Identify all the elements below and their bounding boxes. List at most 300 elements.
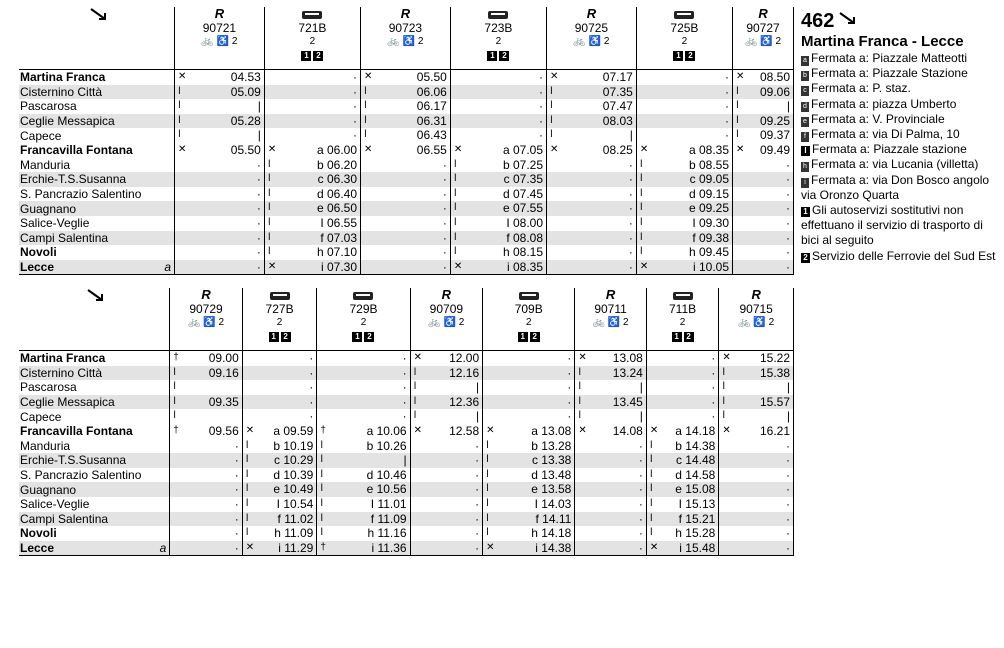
time-cell (719, 453, 794, 468)
service-symbol: ⅼ (245, 497, 249, 509)
time-cell (175, 99, 265, 114)
service-symbol: ⅼ (320, 468, 324, 480)
time-value: · (628, 230, 633, 245)
table-row (19, 85, 794, 100)
bus-icon (674, 11, 694, 19)
service-symbol: ⅼ (639, 187, 643, 199)
service-symbol: ✕ (649, 541, 659, 553)
service-symbol: ⅼ (649, 497, 653, 509)
note-text: Fermata a: piazza Umberto (811, 96, 957, 111)
note-mark: 1 (801, 207, 810, 217)
station-name: Campi Salentina (19, 231, 175, 246)
service-symbol: ✕ (178, 143, 187, 155)
footnote-mark: 2 (281, 332, 291, 342)
time-value: I 14.03 (534, 496, 572, 511)
time-value: · (786, 496, 790, 511)
time-value: · (475, 540, 480, 555)
time-cell (719, 424, 794, 439)
time-value: · (309, 409, 314, 424)
time-value: · (256, 201, 261, 216)
time-cell (547, 187, 637, 202)
service-symbol: ⅼ (639, 216, 643, 228)
note-item (801, 51, 1001, 66)
time-value: · (442, 186, 447, 201)
time-value: h 11.09 (274, 526, 314, 541)
time-cell (410, 366, 483, 381)
time-cell (242, 541, 317, 556)
time-value: I 15.13 (678, 496, 716, 511)
time-cell (575, 482, 646, 497)
table-row (19, 366, 794, 381)
time-value: · (309, 394, 314, 409)
time-value: I 08.00 (506, 215, 544, 230)
time-value: · (475, 467, 480, 482)
time-value: e 07.55 (502, 201, 544, 216)
time-cell (242, 439, 317, 454)
time-cell (361, 260, 451, 275)
service-symbol: ✕ (245, 424, 255, 436)
service-symbol: ⅼ (364, 85, 367, 97)
time-value: · (234, 496, 239, 511)
note-item (801, 81, 1001, 96)
service-footnotes (243, 330, 317, 344)
time-cell (636, 245, 732, 260)
service-features: 2 (276, 317, 283, 328)
time-value: · (256, 186, 261, 201)
time-cell (547, 216, 637, 231)
service-symbol: ⅼ (453, 216, 457, 228)
table-row (19, 260, 794, 275)
train-icon: R (605, 287, 616, 302)
time-cell (410, 380, 483, 395)
footnote-mark: 2 (313, 51, 323, 61)
time-cell (636, 143, 732, 158)
station-name: Guagnano (19, 201, 175, 216)
service-symbol: ⅼ (173, 366, 177, 378)
time-value: · (711, 365, 716, 380)
column-header (242, 288, 317, 351)
service-symbol: ✕ (722, 352, 731, 363)
time-cell (264, 114, 360, 129)
time-value: · (256, 245, 261, 260)
time-value: 12.58 (449, 423, 480, 438)
service-symbol: ⅼ (639, 231, 643, 243)
time-value: | (257, 99, 261, 114)
time-value: · (567, 380, 572, 395)
time-value: 13.45 (612, 394, 643, 409)
table-row (19, 380, 794, 395)
time-cell (450, 231, 546, 246)
service-symbol: ⅼ (550, 85, 553, 97)
time-value: h 09.45 (688, 245, 730, 260)
service-features: 2 (309, 36, 316, 47)
service-symbol: ✕ (486, 541, 495, 553)
time-cell (242, 395, 317, 410)
station-name: Francavilla Fontana (19, 143, 175, 158)
time-value: 06.06 (416, 84, 447, 99)
time-value: 09.25 (759, 113, 790, 128)
time-value: · (402, 365, 407, 380)
time-value: · (442, 259, 447, 274)
station-name: Lecce a (19, 541, 170, 556)
time-value: | (639, 409, 643, 424)
time-cell (450, 70, 546, 85)
time-cell (719, 497, 794, 512)
service-footnotes (483, 330, 574, 344)
time-value: b 08.55 (688, 157, 730, 172)
service-symbol: ⅼ (267, 246, 271, 258)
time-value: 15.22 (759, 351, 790, 365)
service-symbol: ✕ (550, 143, 559, 155)
time-value: · (711, 351, 716, 365)
time-cell (175, 231, 265, 246)
time-cell (170, 424, 243, 439)
time-cell (361, 128, 451, 143)
time-value: · (638, 438, 643, 453)
time-cell (646, 468, 719, 483)
time-value: 07.47 (602, 99, 633, 114)
time-cell (361, 172, 451, 187)
service-symbol: ✕ (578, 424, 587, 436)
service-symbol: ⅼ (578, 366, 582, 378)
service-symbol: ⅼ (453, 187, 457, 199)
time-cell (547, 114, 637, 129)
time-cell (242, 409, 317, 424)
column-header (719, 288, 794, 351)
service-symbol: ⅼ (578, 410, 582, 422)
service-features: 2 (681, 36, 688, 47)
time-cell (719, 439, 794, 454)
time-cell (636, 85, 732, 100)
time-value: 07.35 (602, 84, 633, 99)
service-symbol: ⅼ (364, 100, 367, 112)
time-cell (646, 351, 719, 366)
service-number: 727B (265, 302, 294, 316)
service-number: 711B (669, 302, 697, 316)
service-symbol: ⅼ (245, 527, 249, 539)
line-number: 462 (801, 10, 835, 32)
time-value: c 07.35 (503, 172, 544, 187)
time-value: · (475, 453, 480, 468)
time-value: · (442, 157, 447, 172)
time-value: · (725, 128, 730, 143)
time-cell (170, 453, 243, 468)
time-cell (646, 482, 719, 497)
time-value: · (786, 201, 790, 216)
time-cell (733, 216, 794, 231)
service-footnotes (647, 330, 719, 344)
time-cell (170, 482, 243, 497)
train-icon: R (201, 287, 211, 302)
time-cell (361, 114, 451, 129)
station-name: Cisternino Città (19, 366, 170, 381)
bus-icon (302, 11, 322, 19)
table-row (19, 453, 794, 468)
time-cell (636, 99, 732, 114)
service-symbol: ✕ (364, 143, 373, 155)
time-value: h 11.16 (367, 526, 407, 541)
time-cell (170, 409, 243, 424)
time-cell (636, 158, 732, 173)
time-value: f 08.08 (506, 230, 544, 245)
table-row (19, 395, 794, 410)
time-value: · (539, 84, 544, 99)
time-value: I 06.55 (320, 215, 358, 230)
service-symbol: ✕ (453, 260, 463, 272)
route-title: Martina Franca - Lecce (801, 33, 964, 50)
time-cell (646, 541, 719, 556)
time-cell (547, 99, 637, 114)
time-cell (733, 70, 794, 85)
time-value: · (786, 245, 790, 260)
table-row (19, 143, 794, 158)
time-value: · (442, 201, 447, 216)
table-row (19, 187, 794, 202)
time-value: h 14.18 (531, 526, 572, 541)
time-value: e 10.56 (366, 482, 407, 497)
time-cell (733, 245, 794, 260)
station-name: Francavilla Fontana (19, 424, 170, 439)
service-symbol: ⅼ (364, 129, 367, 141)
time-cell (242, 351, 317, 366)
service-symbol: ⅼ (453, 158, 457, 170)
service-symbol: ⅼ (722, 366, 726, 378)
time-value: a 09.59 (273, 423, 314, 438)
service-symbol: ⅼ (320, 439, 324, 451)
service-symbol: ⅼ (649, 527, 653, 539)
bus-icon-wrap (317, 288, 409, 302)
service-symbol: ⅼ (178, 100, 181, 112)
table-row (19, 482, 794, 497)
note-text: Fermata a: Piazzale stazione (812, 142, 967, 157)
time-cell (264, 70, 360, 85)
service-features: 2 (679, 317, 686, 328)
bus-icon (673, 292, 693, 300)
time-cell (636, 128, 732, 143)
service-number: 90727 (746, 21, 780, 35)
time-value: 12.00 (449, 351, 480, 365)
service-symbol: ⅼ (320, 454, 324, 466)
note-mark: i (801, 178, 809, 188)
time-value: 08.50 (759, 70, 790, 84)
service-symbol: ⅼ (178, 129, 181, 141)
time-cell (317, 366, 410, 381)
column-header (733, 7, 794, 70)
time-cell (242, 366, 317, 381)
service-symbol: ⅼ (486, 439, 489, 451)
time-cell (733, 187, 794, 202)
time-cell (646, 366, 719, 381)
footnote-mark: 1 (673, 51, 683, 61)
header-row (19, 7, 794, 70)
service-symbol: ✕ (364, 71, 373, 82)
footnote-mark: 2 (364, 332, 374, 342)
time-value: · (786, 157, 790, 172)
time-value: 15.57 (759, 394, 790, 409)
service-number: 90723 (388, 21, 423, 35)
time-cell (547, 245, 637, 260)
train-icon: R (586, 6, 597, 21)
time-value: · (711, 394, 716, 409)
train-icon: R (758, 6, 768, 21)
time-value: 14.08 (612, 423, 643, 438)
service-symbol: ⅼ (320, 512, 324, 524)
footnote-mark: 1 (518, 332, 528, 342)
note-mark: b (801, 71, 809, 81)
time-cell (242, 512, 317, 527)
time-value: d 07.45 (502, 186, 544, 201)
station-name: Novoli (19, 526, 170, 541)
service-symbol: ⅼ (320, 527, 324, 539)
time-value: e 15.08 (675, 482, 716, 497)
time-value: a 08.35 (688, 142, 730, 157)
time-value: | (257, 128, 261, 143)
time-cell (264, 201, 360, 216)
time-cell (450, 158, 546, 173)
time-cell (317, 453, 410, 468)
time-cell (483, 366, 575, 381)
column-header (646, 288, 719, 351)
time-value: | (786, 409, 790, 424)
time-cell (175, 158, 265, 173)
time-cell (317, 541, 410, 556)
station-name: Cisternino Città (19, 85, 175, 100)
time-value: i 11.36 (371, 540, 407, 555)
time-value: · (786, 172, 790, 187)
service-symbol: ⅼ (736, 85, 739, 97)
time-cell (733, 201, 794, 216)
service-number: 90725 (574, 21, 609, 35)
column-header (175, 7, 265, 70)
time-value: I 09.30 (692, 215, 730, 230)
time-value: · (442, 172, 447, 187)
time-cell (242, 526, 317, 541)
time-cell (175, 70, 265, 85)
column-header (361, 7, 451, 70)
time-value: b 10.19 (273, 438, 314, 453)
time-cell (733, 114, 794, 129)
time-cell (450, 187, 546, 202)
time-value: 08.03 (602, 113, 633, 128)
service-symbol: ⅼ (453, 173, 457, 185)
time-value: · (256, 172, 261, 187)
time-value: · (539, 70, 544, 84)
time-value: i 14.38 (535, 540, 572, 555)
note-item (801, 157, 1001, 172)
time-cell (361, 201, 451, 216)
service-footnotes (637, 49, 732, 63)
time-cell (450, 201, 546, 216)
time-value: · (234, 467, 239, 482)
service-features: 2 (525, 317, 532, 328)
bus-icon (353, 292, 373, 300)
service-symbol: ⅼ (453, 202, 457, 214)
service-symbol: ⅼ (736, 114, 739, 126)
note-mark: a (801, 56, 809, 66)
time-cell (575, 468, 646, 483)
service-symbol: ⅼ (722, 395, 726, 407)
time-cell (547, 85, 637, 100)
footnote-mark: 1 (269, 332, 279, 342)
time-cell (636, 172, 732, 187)
note-item (801, 203, 1001, 249)
time-cell (175, 114, 265, 129)
time-value: d 14.58 (675, 467, 716, 482)
time-cell (483, 453, 575, 468)
note-text: Servizio delle Ferrovie del Sud Est (812, 248, 996, 263)
station-name: Guagnano (19, 482, 170, 497)
service-symbol: ⅼ (245, 454, 249, 466)
column-header (170, 288, 243, 351)
service-symbol: ⅼ (722, 410, 726, 422)
note-mark: 2 (801, 253, 810, 263)
time-value: b 13.28 (531, 438, 572, 453)
time-cell (646, 424, 719, 439)
service-number: 723B (484, 21, 513, 35)
time-cell (170, 526, 243, 541)
time-value: · (638, 526, 643, 541)
time-value: · (475, 438, 480, 453)
time-cell (646, 380, 719, 395)
service-symbol: ⅼ (736, 129, 739, 141)
time-cell (636, 187, 732, 202)
time-cell (450, 172, 546, 187)
service-symbol: ⅼ (178, 114, 181, 126)
time-cell (547, 172, 637, 187)
column-header (450, 7, 546, 70)
station-name: Erchie-T.S.Susanna (19, 453, 170, 468)
time-value: · (786, 215, 790, 230)
service-symbol: ⅼ (486, 512, 489, 524)
note-mark: h (801, 162, 809, 172)
service-features: 🚲 ♿ 2 (738, 317, 775, 328)
time-value: i 07.30 (321, 259, 358, 274)
time-cell (646, 453, 719, 468)
time-value: · (628, 245, 633, 260)
station-name: Novoli (19, 245, 175, 260)
time-value: · (725, 70, 730, 84)
service-symbol: ✕ (550, 71, 559, 82)
time-cell (719, 366, 794, 381)
time-cell (410, 439, 483, 454)
service-features: 🚲 ♿ 2 (745, 36, 782, 47)
service-symbol: ⅼ (245, 468, 249, 480)
table-row (19, 424, 794, 439)
station-name: S. Pancrazio Salentino (19, 187, 175, 202)
station-name: Campi Salentina (19, 512, 170, 527)
note-text: Fermata a: V. Provinciale (811, 111, 945, 126)
table-row (19, 468, 794, 483)
time-value: a 14.18 (675, 423, 716, 438)
service-symbol: ⅼ (267, 216, 271, 228)
time-value: c 06.30 (317, 172, 358, 187)
time-value: e 06.50 (316, 201, 358, 216)
time-cell (317, 424, 410, 439)
time-value: 04.53 (230, 70, 261, 84)
time-value: b 14.38 (675, 438, 716, 453)
time-cell (483, 351, 575, 366)
time-cell (410, 497, 483, 512)
time-value: d 06.40 (316, 186, 358, 201)
service-number: 90711 (594, 302, 627, 316)
time-value: · (567, 394, 572, 409)
service-symbol: ⅼ (364, 114, 367, 126)
time-cell (170, 439, 243, 454)
header-row (19, 288, 794, 351)
corner-cell (19, 7, 175, 70)
time-value: · (628, 186, 633, 201)
notes-list (801, 51, 1001, 264)
